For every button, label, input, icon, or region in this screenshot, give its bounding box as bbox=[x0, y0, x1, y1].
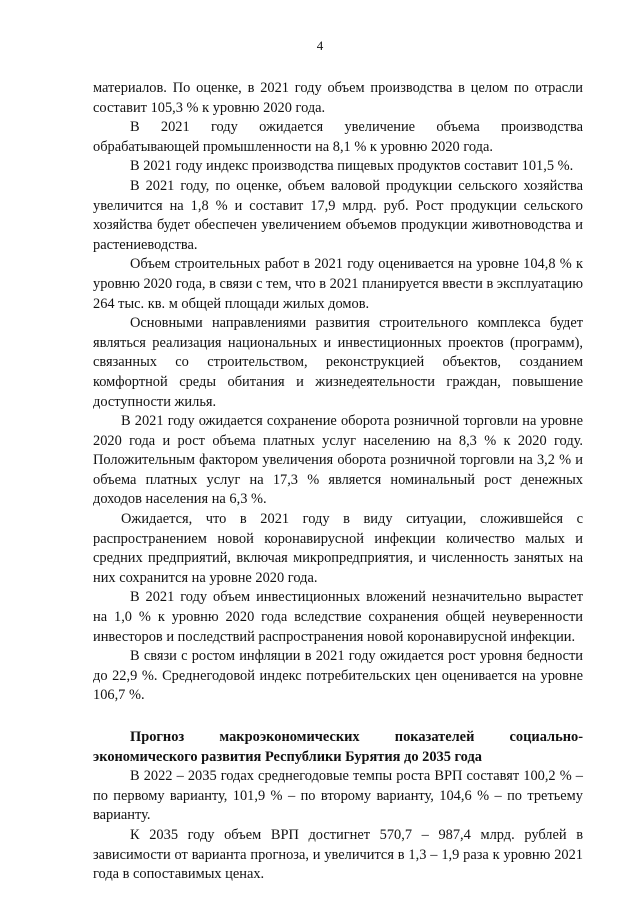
paragraph-manufacturing: В 2021 году ожидается увеличение объема производства обрабатывающей промышленности на 8,1 % к уровню 2020 года. bbox=[93, 119, 583, 155]
paragraph-inflation-poverty: В связи с ростом инфляции в 2021 году ожидается рост уровня бедности до 22,9 %. Среднегодовой индекс потребительских цен оценивается на уровне 106,7 %. bbox=[93, 648, 583, 704]
paragraph-construction-directions: Основными направлениями развития строительного комплекса будет являться реализация национальных и инвестиционных проектов (программ), связанных со строительством, реконструкцией объектов, созданием комфортной среды обитания и жизнедеятельности граждан, повышение доступности жилья. bbox=[93, 315, 583, 410]
paragraph-retail-trade: В 2021 году ожидается сохранение оборота розничной торговли на уровне 2020 года и рост объема платных услуг населению на 8,3 % к 2020 году. Положительным фактором увеличения оборота розничной торговли на 3,2 % и объема платных услуг на 17,3 % является номинальный рост денежных доходов населения на 6,3 %. bbox=[93, 413, 583, 508]
paragraph-food-production: В 2021 году индекс производства пищевых продуктов составит 101,5 %. bbox=[130, 158, 574, 175]
paragraph-grp-growth-rates: В 2022 – 2035 годах среднегодовые темпы роста ВРП составят 100,2 % – по первому варианту, 101,9 % – по второму варианту, 104,6 % – по третьему варианту. bbox=[93, 768, 583, 824]
paragraph-production-total: материалов. По оценке, в 2021 году объем производства в целом по отрасли составит 105,3 % к уровню 2020 года. bbox=[93, 80, 583, 116]
page-number: 4 bbox=[316, 38, 324, 53]
paragraph-investment: В 2021 году объем инвестиционных вложений незначительно вырастет на 1,0 % к уровню 2020 года вследствие сохранения общей неуверенности инвесторов и последствий распространения новой коронавирусной инфекции. bbox=[93, 589, 583, 645]
section-heading: Прогноз макроэкономических показателей социально-экономического развития Республики Бурятия до 2035 года bbox=[93, 729, 583, 765]
paragraph-construction: Объем строительных работ в 2021 году оценивается на уровне 104,8 % к уровню 2020 года, в связи с тем, что в 2021 планируется ввести в эксплуатацию 264 тыс. кв. м общей площади жилых домов. bbox=[93, 256, 583, 312]
paragraph-grp-volume-2035: К 2035 году объем ВРП достигнет 570,7 – 987,4 млрд. рублей в зависимости от варианта прогноза, и увеличится в 1,3 – 1,9 раза к уровню 2021 года в сопоставимых ценах. bbox=[93, 826, 583, 883]
document-body bbox=[93, 79, 583, 885]
paragraph-agriculture: В 2021 году, по оценке, объем валовой продукции сельского хозяйства увеличится на 1,8 % и составит 17,9 млрд. руб. Рост продукции сельского хозяйства будет обеспечен увеличением объемов продукции животноводства и растениеводства. bbox=[93, 177, 583, 253]
paragraph-small-business: Ожидается, что в 2021 году в виду ситуации, сложившейся с распространением новой коронавирусной инфекции количество малых и средних предприятий, включая микропредприятия, и численность занятых на них сохранится на уровне 2020 года. bbox=[93, 511, 583, 586]
